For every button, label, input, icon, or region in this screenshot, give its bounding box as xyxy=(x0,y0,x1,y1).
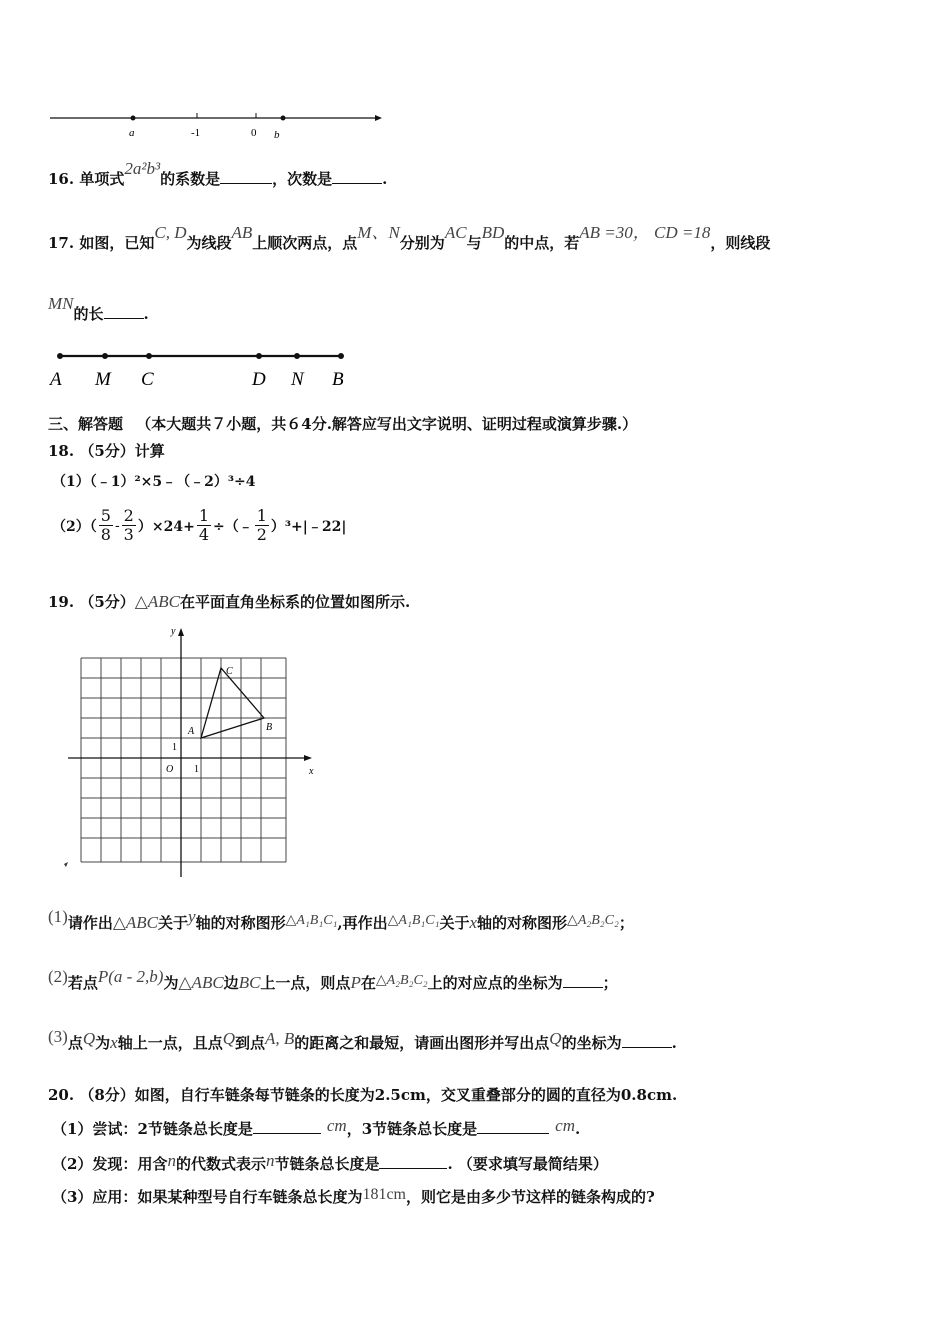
q17-text-4: 分别为 xyxy=(399,234,445,252)
fraction-1-4: $\frac{1}{4}$ xyxy=(198,506,209,544)
q19-s3-a: 点 xyxy=(67,1034,83,1052)
seg-label-A: A xyxy=(50,369,62,390)
question-18-part2 xyxy=(52,507,346,544)
grid-point-A: A xyxy=(188,726,195,737)
q17-cd: C, D xyxy=(154,223,187,242)
q19-s1-g: ； xyxy=(618,914,634,932)
q19-s1-t1b: △A₁B₁C₁ xyxy=(387,913,440,928)
q17-text-5: 与 xyxy=(466,234,482,252)
q19-s1-t2: △A₂B₂C₂ xyxy=(567,913,619,928)
q20-p1-a: （1）尝试：2节链条总长度是 xyxy=(52,1120,253,1138)
q19-number: 19. （5分） xyxy=(48,593,135,611)
seg-label-N: N xyxy=(291,369,304,390)
q19-s3-index: (3) xyxy=(48,1027,68,1046)
question-19-head xyxy=(48,591,410,612)
grid-one-y: 1 xyxy=(172,742,177,753)
q19-s2-c: 边 xyxy=(223,974,239,992)
q16-text-1: 单项式 xyxy=(79,170,125,188)
q19-s2-blank[interactable] xyxy=(563,975,603,988)
q20-p1-b: ，3节链条总长度是 xyxy=(346,1120,478,1138)
q19-triangle: △ABC xyxy=(134,592,180,611)
q19-s3-b: 为 xyxy=(95,1034,111,1052)
q20-p3-b: ，则它是由多少节这样的链条构成的? xyxy=(406,1188,655,1206)
q20-p2-a: （2）发现：用含 xyxy=(52,1155,168,1173)
q19-s1-f: 轴的对称图形 xyxy=(477,914,568,932)
question-18-part1: （1）（﹣1）²×5﹣（﹣2）³÷4 xyxy=(52,474,256,490)
question-17-line2 xyxy=(48,294,149,324)
point-a xyxy=(131,116,136,121)
q19-s3-c: 轴上一点，且点 xyxy=(117,1034,223,1052)
q16-number: 16. xyxy=(48,170,75,188)
fraction-5-8: $\frac{5}{8}$ xyxy=(100,506,111,544)
q20-p2-c: 节链条总长度是 xyxy=(274,1155,380,1173)
q19-s3-q: Q xyxy=(82,1029,96,1048)
number-line xyxy=(45,105,390,150)
q17-ac: AC xyxy=(444,223,467,242)
q17-blank-answer[interactable] xyxy=(104,306,144,319)
question-20-part1 xyxy=(52,1118,580,1139)
q19-s2-triangle: △ABC xyxy=(178,973,224,992)
question-20-part2 xyxy=(52,1153,608,1174)
q19-s1-x: x xyxy=(469,913,478,932)
q17-text-3: 上顺次两点，点 xyxy=(252,234,358,252)
question-18-head: 18. （5分）计算 xyxy=(48,442,165,460)
q19-s3-blank[interactable] xyxy=(622,1035,672,1048)
q19-s1-y: y xyxy=(188,907,196,926)
q19-s2-b: 为 xyxy=(163,974,179,992)
q17-bd: BD xyxy=(481,223,505,242)
question-20-part3 xyxy=(52,1186,655,1207)
question-19-sub2 xyxy=(48,967,618,993)
q20-p1-c: . xyxy=(575,1120,581,1138)
q20-total-length: 181cm xyxy=(362,1186,406,1203)
q19-s2-g: ； xyxy=(602,974,618,992)
point-b xyxy=(281,116,286,121)
q19-s1-c: 轴的对称图形 xyxy=(195,914,286,932)
q16-text-3: ，次数是 xyxy=(272,170,333,188)
q16-text-2: 的系数是 xyxy=(160,170,221,188)
label-b: b xyxy=(274,129,280,141)
q20-n-2: n xyxy=(265,1151,275,1170)
grid-origin-label: O xyxy=(166,764,174,775)
q20-unit-1: cm xyxy=(326,1116,347,1135)
question-16 xyxy=(48,159,388,189)
q19-s2-index: (2) xyxy=(48,967,68,986)
q19-s3-d: 到点 xyxy=(234,1034,265,1052)
q20-unit-2: cm xyxy=(555,1116,575,1135)
q20-p2-b: 的代数式表示 xyxy=(175,1155,266,1173)
q16-text-4: . xyxy=(382,170,388,188)
q19-s1-a: 请作出 xyxy=(67,914,113,932)
q20-blank-2-links[interactable] xyxy=(253,1121,321,1134)
q19-s3-e: 的距离之和最短，请画出图形并写出点 xyxy=(294,1034,550,1052)
fraction-1-2: $\frac{1}{2}$ xyxy=(256,506,267,544)
q19-s3-f: 的坐标为 xyxy=(561,1034,622,1052)
q20-n-1: n xyxy=(167,1151,176,1170)
q17-text-2: 为线段 xyxy=(186,234,232,252)
q19-s1-t1: △A₁B₁C₁ xyxy=(285,913,338,928)
q19-s1-e: 关于 xyxy=(439,914,470,932)
question-19-sub3 xyxy=(48,1027,677,1053)
label-a: a xyxy=(129,127,135,139)
seg-label-M: M xyxy=(95,369,111,390)
q17-text-7: ，则线段 xyxy=(710,234,771,252)
q19-s2-p: P xyxy=(350,973,361,992)
section-3-title: 三、解答题 xyxy=(48,415,124,433)
q19-s3-ab: A, B xyxy=(265,1029,295,1048)
q16-monomial: 2a²b³ xyxy=(124,159,161,178)
q18-p2-end: ）³+|﹣22| xyxy=(270,518,347,535)
q19-s1-triangle: △ABC xyxy=(112,913,159,932)
fraction-2-3: $\frac{2}{3}$ xyxy=(123,506,134,544)
q19-s2-bc: BC xyxy=(238,973,261,992)
section-3-note: （本大题共７小题，共６4分.解答应写出文字说明、证明过程或演算步骤.） xyxy=(136,415,638,433)
q19-s3-q2: Q xyxy=(222,1029,235,1048)
coordinate-grid xyxy=(60,622,325,884)
q20-p3-a: （3）应用：如果某种型号自行车链条总长度为 xyxy=(52,1188,363,1206)
q17-text-6: 的中点，若 xyxy=(504,234,580,252)
grid-y-label: y xyxy=(171,626,176,637)
q18-p2-mid: ）×24+ xyxy=(137,518,195,535)
q19-s1-index: (1) xyxy=(48,907,68,926)
label-minus-one: -1 xyxy=(191,127,201,139)
question-19-sub1 xyxy=(48,907,634,933)
q19-s3-g: . xyxy=(671,1034,677,1052)
q16-blank-coefficient[interactable] xyxy=(220,171,272,184)
q19-s2-point: P(a - 2,b) xyxy=(97,967,164,986)
label-zero: 0 xyxy=(251,127,257,139)
q19-s2-a: 若点 xyxy=(67,974,98,992)
q19-s2-e: 在 xyxy=(360,974,376,992)
q19-s3-q3: Q xyxy=(549,1029,562,1048)
q20-blank-n-links[interactable] xyxy=(379,1156,447,1169)
q17-mn-points: M、N xyxy=(357,223,400,242)
seg-label-B: B xyxy=(332,369,344,390)
q20-p2-d: . （要求填写最简结果） xyxy=(447,1155,608,1173)
q19-s2-d: 上一点，则点 xyxy=(260,974,351,992)
question-17 xyxy=(48,223,771,253)
q19-s1-b: 关于 xyxy=(158,914,189,932)
seg-label-C: C xyxy=(141,369,154,390)
q20-blank-3-links[interactable] xyxy=(477,1121,549,1134)
q16-blank-degree[interactable] xyxy=(332,171,382,184)
q17-condition: AB =30， CD =18 xyxy=(579,223,711,242)
q19-s2-t2: △A₂B₂C₂ xyxy=(375,973,428,988)
q17-mn: MN xyxy=(48,294,74,313)
question-20-head: 20. （8分）如图，自行车链条每节链条的长度为2.5cm，交叉重叠部分的圆的直径为0.8cm. xyxy=(48,1086,678,1104)
seg-label-D: D xyxy=(252,369,266,390)
q19-s3-x: x xyxy=(110,1033,118,1052)
q19-s1-d: ,再作出 xyxy=(337,914,388,932)
q18-p2-label: （2）（ xyxy=(52,518,97,535)
q17-text-8: 的长 xyxy=(73,305,104,323)
grid-x-label: x xyxy=(309,766,314,777)
q17-ab: AB xyxy=(231,223,253,242)
section-3-heading xyxy=(48,413,637,434)
grid-one-x: 1 xyxy=(194,764,199,775)
q17-text-1: 如图，已知 xyxy=(79,234,155,252)
q19-head-rest: 在平面直角坐标系的位置如图所示. xyxy=(179,593,411,611)
q19-s2-f: 上的对应点的坐标为 xyxy=(427,974,563,992)
grid-point-C: C xyxy=(226,666,233,677)
grid-point-B: B xyxy=(266,722,273,733)
q17-number: 17. xyxy=(48,234,75,252)
q18-minus: - xyxy=(114,517,120,534)
segment-diagram xyxy=(45,345,355,390)
q18-p2-div: ÷（﹣ xyxy=(213,518,253,535)
q17-text-9: . xyxy=(143,305,149,323)
